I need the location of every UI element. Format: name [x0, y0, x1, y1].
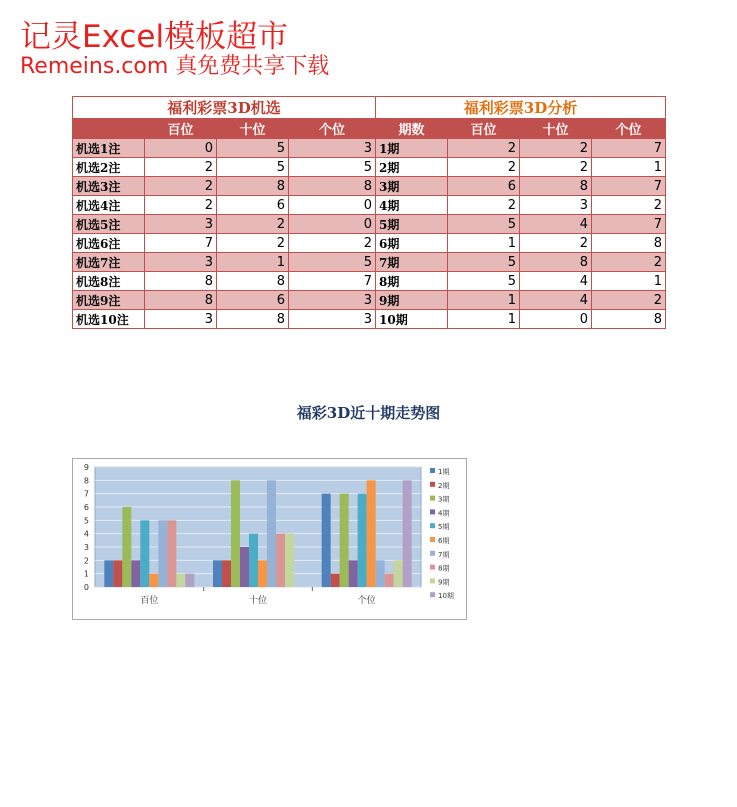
period-ones-cell[interactable]: 8	[592, 234, 666, 253]
pick-tens-cell[interactable]: 1	[217, 253, 289, 272]
right-header-cell: 个位	[592, 119, 666, 139]
pick-tens-cell[interactable]: 8	[217, 310, 289, 329]
right-table-title: 福利彩票3D分析	[376, 97, 666, 119]
bar-8-1	[285, 534, 294, 587]
legend-swatch	[430, 565, 435, 570]
pick-hundreds-cell[interactable]: 3	[145, 253, 217, 272]
brand-subtitle: Remeins.com 真免费共享下载	[20, 54, 330, 79]
period-label[interactable]: 4期	[376, 196, 448, 215]
pick-hundreds-cell[interactable]: 8	[145, 291, 217, 310]
table-row	[73, 234, 666, 253]
period-label[interactable]: 3期	[376, 177, 448, 196]
pick-label[interactable]: 机选5注	[73, 215, 145, 234]
y-tick-label: 8	[83, 476, 89, 486]
left-header-cell: 十位	[217, 119, 289, 139]
table-row	[73, 139, 666, 158]
trend-chart	[72, 458, 467, 620]
period-tens-cell[interactable]: 4	[520, 272, 592, 291]
legend-label: 8期	[438, 564, 450, 573]
bar-1-1	[222, 560, 231, 587]
pick-tens-cell[interactable]: 2	[217, 215, 289, 234]
period-tens-cell[interactable]: 0	[520, 310, 592, 329]
pick-label[interactable]: 机选8注	[73, 272, 145, 291]
pick-ones-cell[interactable]: 7	[289, 272, 376, 291]
legend-label: 4期	[438, 509, 450, 518]
pick-label[interactable]: 机选9注	[73, 291, 145, 310]
period-label[interactable]: 10期	[376, 310, 448, 329]
table-row	[73, 215, 666, 234]
bar-5-1	[258, 560, 267, 587]
bar-3-1	[240, 547, 249, 587]
legend-swatch	[430, 578, 435, 583]
period-hundreds-cell[interactable]: 2	[448, 196, 520, 215]
bar-7-0	[167, 520, 176, 587]
chart-title: 福彩3D近十期走势图	[296, 404, 441, 422]
bar-4-2	[358, 494, 367, 587]
period-tens-cell[interactable]: 4	[520, 215, 592, 234]
pick-hundreds-cell[interactable]: 2	[145, 196, 217, 215]
period-tens-cell[interactable]: 8	[520, 177, 592, 196]
legend-label: 2期	[438, 481, 450, 490]
period-ones-cell[interactable]: 2	[592, 253, 666, 272]
table-row	[73, 158, 666, 177]
brand-title: 记灵Excel模板超市	[20, 19, 289, 55]
legend-swatch	[430, 496, 435, 501]
period-ones-cell[interactable]: 8	[592, 310, 666, 329]
period-ones-cell[interactable]: 7	[592, 139, 666, 158]
pick-tens-cell[interactable]: 2	[217, 234, 289, 253]
pick-label[interactable]: 机选2注	[73, 158, 145, 177]
table-row	[73, 291, 666, 310]
period-ones-cell[interactable]: 7	[592, 215, 666, 234]
pick-ones-cell[interactable]: 3	[289, 139, 376, 158]
bar-8-0	[176, 574, 185, 587]
period-tens-cell[interactable]: 2	[520, 139, 592, 158]
legend-label: 10期	[438, 592, 454, 601]
x-tick-label: 个位	[357, 596, 376, 606]
period-ones-cell[interactable]: 1	[592, 158, 666, 177]
legend-label: 6期	[438, 537, 450, 545]
x-tick-label: 百位	[140, 596, 159, 606]
bar-3-2	[349, 560, 358, 587]
pick-tens-cell[interactable]: 5	[217, 158, 289, 177]
pick-ones-cell[interactable]: 0	[289, 215, 376, 234]
pick-hundreds-cell[interactable]: 3	[145, 310, 217, 329]
legend-label: 3期	[438, 495, 450, 504]
table-row	[73, 253, 666, 272]
period-tens-cell[interactable]: 3	[520, 196, 592, 215]
bar-4-0	[140, 520, 149, 587]
pick-hundreds-cell[interactable]: 2	[145, 158, 217, 177]
legend-swatch	[430, 592, 435, 597]
pick-tens-cell[interactable]: 8	[217, 177, 289, 196]
y-tick-label: 0	[83, 583, 89, 592]
bar-6-2	[376, 560, 385, 587]
period-tens-cell[interactable]: 4	[520, 291, 592, 310]
bar-6-1	[267, 480, 276, 587]
legend-swatch	[430, 537, 435, 542]
period-ones-cell[interactable]: 2	[592, 291, 666, 310]
y-tick-label: 3	[83, 543, 89, 552]
table-row	[73, 272, 666, 291]
period-hundreds-cell[interactable]: 1	[448, 234, 520, 253]
period-tens-cell[interactable]: 8	[520, 253, 592, 272]
left-header-cell: 百位	[145, 119, 217, 139]
period-ones-cell[interactable]: 7	[592, 177, 666, 196]
bar-2-0	[122, 507, 131, 587]
pick-ones-cell[interactable]: 3	[289, 310, 376, 329]
period-label[interactable]: 1期	[376, 139, 448, 158]
period-label[interactable]: 5期	[376, 215, 448, 234]
y-tick-label: 6	[83, 503, 89, 512]
x-tick-label: 十位	[248, 596, 268, 606]
bar-9-0	[185, 574, 194, 587]
pick-tens-cell[interactable]: 6	[217, 196, 289, 215]
pick-ones-cell[interactable]: 2	[289, 234, 376, 253]
y-tick-label: 5	[83, 516, 89, 526]
pick-hundreds-cell[interactable]: 8	[145, 272, 217, 291]
legend-label: 7期	[438, 550, 450, 559]
left-header-cell	[73, 119, 145, 139]
period-hundreds-cell[interactable]: 1	[448, 291, 520, 310]
period-label[interactable]: 9期	[376, 291, 448, 310]
bar-5-0	[149, 574, 158, 587]
table-row	[73, 177, 666, 196]
period-hundreds-cell[interactable]: 5	[448, 215, 520, 234]
pick-ones-cell[interactable]: 8	[289, 177, 376, 196]
period-hundreds-cell[interactable]: 5	[448, 272, 520, 291]
period-label[interactable]: 6期	[376, 234, 448, 253]
bar-4-1	[249, 534, 258, 587]
bar-5-2	[367, 480, 376, 587]
lottery-table	[72, 96, 666, 329]
period-tens-cell[interactable]: 2	[520, 158, 592, 177]
y-tick-label: 7	[83, 489, 89, 499]
legend-swatch	[430, 468, 435, 473]
bar-3-0	[131, 560, 140, 587]
pick-tens-cell[interactable]: 6	[217, 291, 289, 310]
pick-tens-cell[interactable]: 5	[217, 139, 289, 158]
period-ones-cell[interactable]: 1	[592, 272, 666, 291]
period-hundreds-cell[interactable]: 5	[448, 253, 520, 272]
bar-7-1	[276, 534, 285, 587]
pick-hundreds-cell[interactable]: 7	[145, 234, 217, 253]
period-label[interactable]: 8期	[376, 272, 448, 291]
period-tens-cell[interactable]: 2	[520, 234, 592, 253]
legend-label: 9期	[438, 578, 450, 587]
left-table-title: 福利彩票3D机选	[73, 97, 376, 119]
pick-ones-cell[interactable]: 0	[289, 196, 376, 215]
legend-swatch	[430, 482, 435, 487]
pick-hundreds-cell[interactable]: 3	[145, 215, 217, 234]
pick-ones-cell[interactable]: 5	[289, 158, 376, 177]
bar-7-2	[385, 574, 394, 587]
pick-label[interactable]: 机选6注	[73, 234, 145, 253]
legend-label: 5期	[438, 523, 450, 532]
pick-label[interactable]: 机选7注	[73, 253, 145, 272]
left-header-cell: 个位	[289, 119, 376, 139]
period-label[interactable]: 7期	[376, 253, 448, 272]
pick-label[interactable]: 机选10注	[73, 310, 145, 329]
legend-swatch	[430, 523, 435, 528]
pick-tens-cell[interactable]: 8	[217, 272, 289, 291]
legend-swatch	[430, 509, 435, 514]
period-hundreds-cell[interactable]: 2	[448, 158, 520, 177]
legend-swatch	[430, 551, 435, 556]
right-header-cell: 期数	[376, 119, 448, 139]
table-header-row	[73, 119, 666, 139]
y-tick-label: 9	[83, 463, 89, 472]
table-row	[73, 196, 666, 215]
legend-label: 1期	[438, 468, 450, 476]
y-tick-label: 4	[83, 529, 89, 539]
bar-9-2	[403, 480, 412, 587]
y-tick-label: 1	[83, 569, 89, 579]
bar-6-0	[158, 520, 167, 587]
period-hundreds-cell[interactable]: 2	[448, 139, 520, 158]
period-hundreds-cell[interactable]: 1	[448, 310, 520, 329]
pick-label[interactable]: 机选3注	[73, 177, 145, 196]
bar-0-1	[213, 560, 222, 587]
bar-0-2	[322, 494, 331, 587]
bar-1-0	[113, 560, 122, 587]
right-header-cell: 百位	[448, 119, 520, 139]
bar-1-2	[331, 574, 340, 587]
brand-banner	[20, 18, 329, 80]
right-header-cell: 十位	[520, 119, 592, 139]
pick-ones-cell[interactable]: 5	[289, 253, 376, 272]
y-tick-label: 2	[83, 556, 89, 566]
pick-ones-cell[interactable]: 3	[289, 291, 376, 310]
period-ones-cell[interactable]: 2	[592, 196, 666, 215]
pick-label[interactable]: 机选1注	[73, 139, 145, 158]
bar-2-1	[231, 480, 240, 587]
pick-hundreds-cell[interactable]: 0	[145, 139, 217, 158]
pick-hundreds-cell[interactable]: 2	[145, 177, 217, 196]
period-label[interactable]: 2期	[376, 158, 448, 177]
period-hundreds-cell[interactable]: 6	[448, 177, 520, 196]
lottery-sheet	[72, 96, 665, 329]
bar-2-2	[340, 494, 349, 587]
pick-label[interactable]: 机选4注	[73, 196, 145, 215]
bar-0-0	[104, 560, 113, 587]
trend-chart-svg	[73, 459, 466, 619]
table-row	[73, 310, 666, 329]
bar-8-2	[394, 560, 403, 587]
